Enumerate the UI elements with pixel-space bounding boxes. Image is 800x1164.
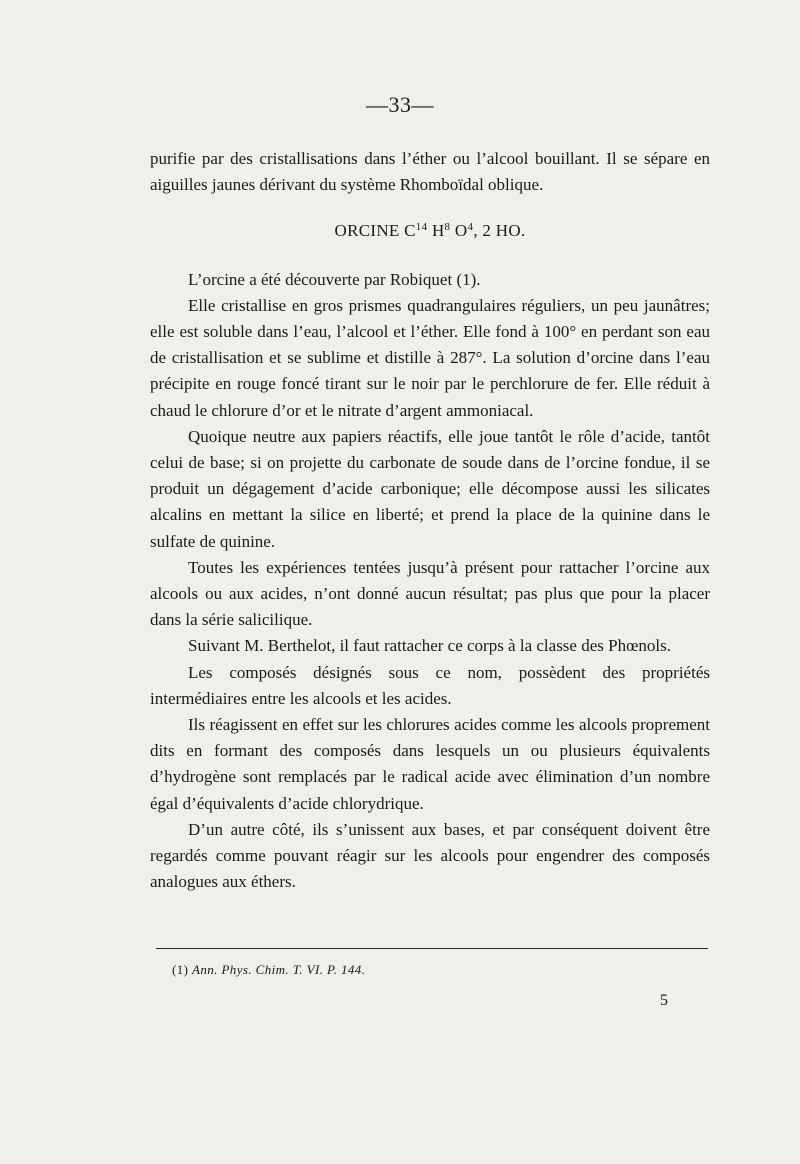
paragraph: Suivant M. Berthelot, il faut rattacher ce corps à la classe des Phœnols.	[188, 636, 671, 656]
footnote-marker: (1)	[172, 962, 189, 977]
footnote-citation: Ann. Phys. Chim. T. VI. P. 144.	[192, 962, 366, 977]
formula-compound-name: ORCINE	[334, 221, 400, 241]
body-text	[150, 146, 710, 895]
paragraph: Ils réagissent en effet sur les chlorures acides comme les alcools proprement dits en formant des composés dans lesquels un ou plusieurs équivalents d’hydrogène sont remplacés par le radical acide avec élimination d’un nombre égal d’équivalents d’acide chlorydrique.	[150, 715, 710, 813]
paragraph: Quoique neutre aux papiers réactifs, elle joue tantôt le rôle d’acide, tantôt celui de base; si on projette du carbonate de soude dans de l’orcine fondue, il se produit un dégagement d’acide carbonique; elle décompose aussi les silicates alcalins en mettant la silice en liberté; et prend la place de la quinine dans le sulfate de quinine.	[150, 426, 710, 551]
paragraph: Elle cristallise en gros prismes quadrangulaires réguliers, un peu jaunâtres; elle est soluble dans l’eau, l’alcool et l’éther. Elle fond à 100° en perdant son eau de cristallisation et se sublime et distille à 287°. La solution d’orcine dans l’eau précipite en rouge foncé tirant sur le noir par le perchlorure de fer. Elle réduit à chaud le chlorure d’or et le nitrate d’argent ammoniacal.	[150, 295, 710, 420]
formula-hydrogen-count: 8	[444, 221, 451, 234]
paragraph: D’un autre côté, ils s’unissent aux bases, et par conséquent doivent être regardés comme pouvant réagir sur les alcools pour engendrer des composés analogues aux éthers.	[150, 819, 710, 892]
formula-hydrate: , 2 HO.	[473, 221, 526, 241]
footnote	[172, 962, 365, 978]
paragraph: Toutes les expériences tentées jusqu’à présent pour rattacher l’orcine aux alcools ou aux acides, n’ont donné aucun résultat; pas plus que pour la placer dans la série salicilique.	[150, 557, 710, 630]
formula-oxygen-count: 4	[467, 221, 474, 234]
footnote-divider	[156, 948, 708, 949]
paragraph-continued: purifie par des cristallisations dans l’éther ou l’alcool bouillant. Il se sépare en aiguilles jaunes dérivant du système Rhomboïdal oblique.	[150, 149, 710, 195]
page-number: —33—	[366, 92, 434, 117]
formula-carbon-count: 14	[415, 221, 428, 234]
signature-mark: 5	[660, 992, 668, 1009]
formula-heading	[150, 218, 710, 244]
paragraph-text: L’orcine a été découverte par Robiquet	[188, 269, 453, 289]
paragraph: Les composés désignés sous ce nom, possèdent des propriétés intermédiaires entre les alcools et les acides.	[150, 662, 710, 708]
formula-hydrogen: H	[431, 221, 445, 241]
formula-carbon: C	[404, 221, 416, 241]
footnote-reference: (1).	[456, 269, 481, 289]
formula-oxygen: O	[454, 221, 468, 241]
paragraph	[150, 267, 710, 293]
